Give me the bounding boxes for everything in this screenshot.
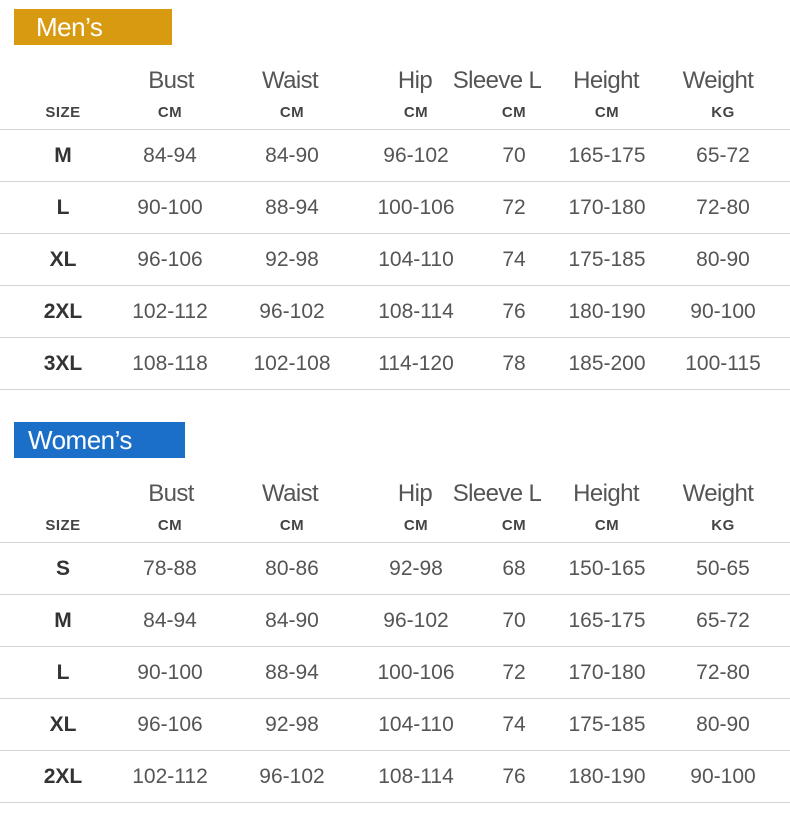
column-header-unit: CM bbox=[279, 517, 305, 534]
table-cell: 96-102 bbox=[383, 144, 449, 167]
row-divider bbox=[0, 337, 790, 338]
table-cell: 92-98 bbox=[265, 713, 319, 736]
column-header-unit: CM bbox=[157, 517, 183, 534]
table-cell: 76 bbox=[502, 300, 526, 323]
row-divider bbox=[0, 389, 790, 390]
table-cell: 180-190 bbox=[568, 765, 646, 788]
table-cell: 96-106 bbox=[137, 713, 203, 736]
mens-size-title: Men’s Size bbox=[14, 9, 172, 45]
size-label: S bbox=[55, 557, 71, 580]
size-label: L bbox=[56, 661, 70, 684]
column-header-unit: KG bbox=[711, 517, 735, 534]
table-cell: 68 bbox=[502, 557, 526, 580]
table-cell: 65-72 bbox=[696, 609, 750, 632]
column-header-name: Sleeve L bbox=[452, 67, 542, 94]
table-cell: 72 bbox=[502, 661, 526, 684]
row-divider bbox=[0, 285, 790, 286]
row-divider bbox=[0, 750, 790, 751]
table-cell: 72 bbox=[502, 196, 526, 219]
column-header-name: Bust bbox=[148, 67, 194, 94]
table-cell: 175-185 bbox=[568, 713, 646, 736]
table-cell: 74 bbox=[502, 713, 526, 736]
table-cell: 72-80 bbox=[696, 196, 750, 219]
table-cell: 74 bbox=[502, 248, 526, 271]
table-cell: 70 bbox=[502, 144, 526, 167]
column-header-name: Sleeve L bbox=[452, 480, 542, 507]
size-label: 2XL bbox=[43, 300, 83, 323]
table-cell: 102-108 bbox=[253, 352, 331, 375]
table-cell: 102-112 bbox=[132, 765, 208, 788]
column-header-unit: CM bbox=[157, 104, 183, 121]
size-label: XL bbox=[49, 248, 77, 271]
column-header-unit: CM bbox=[594, 104, 620, 121]
table-cell: 72-80 bbox=[696, 661, 750, 684]
table-cell: 96-102 bbox=[383, 609, 449, 632]
column-header-unit: CM bbox=[403, 517, 429, 534]
table-cell: 84-90 bbox=[265, 609, 319, 632]
column-header-unit: CM bbox=[594, 517, 620, 534]
table-cell: 165-175 bbox=[568, 144, 646, 167]
table-cell: 175-185 bbox=[568, 248, 646, 271]
table-cell: 96-102 bbox=[259, 765, 325, 788]
table-cell: 50-65 bbox=[696, 557, 750, 580]
row-divider bbox=[0, 802, 790, 803]
row-divider bbox=[0, 181, 790, 182]
table-cell: 80-90 bbox=[696, 713, 750, 736]
column-header-name: Hip bbox=[397, 480, 433, 507]
table-cell: 114-120 bbox=[378, 352, 454, 375]
table-cell: 88-94 bbox=[265, 661, 319, 684]
column-header-name: Bust bbox=[148, 480, 194, 507]
size-label: 2XL bbox=[43, 765, 83, 788]
table-cell: 70 bbox=[502, 609, 526, 632]
row-divider bbox=[0, 129, 790, 130]
row-divider bbox=[0, 542, 790, 543]
table-cell: 102-112 bbox=[132, 300, 208, 323]
table-cell: 90-100 bbox=[137, 661, 203, 684]
size-label: L bbox=[56, 196, 70, 219]
table-cell: 80-86 bbox=[265, 557, 319, 580]
table-cell: 84-94 bbox=[143, 609, 197, 632]
row-divider bbox=[0, 698, 790, 699]
table-cell: 92-98 bbox=[265, 248, 319, 271]
table-cell: 78 bbox=[502, 352, 526, 375]
table-cell: 100-106 bbox=[377, 196, 455, 219]
column-header-name: Hip bbox=[397, 67, 433, 94]
table-cell: 108-118 bbox=[132, 352, 208, 375]
row-divider bbox=[0, 646, 790, 647]
table-cell: 65-72 bbox=[696, 144, 750, 167]
column-header-unit: CM bbox=[501, 517, 527, 534]
column-header-unit: SIZE bbox=[45, 104, 81, 121]
size-label: M bbox=[54, 144, 72, 167]
table-cell: 170-180 bbox=[568, 661, 646, 684]
table-cell: 108-114 bbox=[378, 765, 454, 788]
table-cell: 150-165 bbox=[568, 557, 646, 580]
column-header-unit: CM bbox=[501, 104, 527, 121]
table-cell: 84-94 bbox=[143, 144, 197, 167]
table-cell: 90-100 bbox=[690, 765, 756, 788]
size-label: 3XL bbox=[43, 352, 83, 375]
table-cell: 78-88 bbox=[143, 557, 197, 580]
table-cell: 185-200 bbox=[568, 352, 646, 375]
womens-size-title: Women’s Size bbox=[14, 422, 185, 458]
size-label: XL bbox=[49, 713, 77, 736]
table-cell: 90-100 bbox=[137, 196, 203, 219]
column-header-name: Height bbox=[573, 67, 639, 94]
column-header-unit: KG bbox=[711, 104, 735, 121]
column-header-name: Weight bbox=[682, 67, 754, 94]
column-header-name: Waist bbox=[261, 480, 319, 507]
table-cell: 88-94 bbox=[265, 196, 319, 219]
table-cell: 96-102 bbox=[259, 300, 325, 323]
table-cell: 100-106 bbox=[377, 661, 455, 684]
table-cell: 90-100 bbox=[690, 300, 756, 323]
column-header-unit: CM bbox=[403, 104, 429, 121]
column-header-name: Height bbox=[573, 480, 639, 507]
column-header-name: Waist bbox=[261, 67, 319, 94]
table-cell: 92-98 bbox=[389, 557, 443, 580]
row-divider bbox=[0, 233, 790, 234]
table-cell: 108-114 bbox=[378, 300, 454, 323]
table-cell: 170-180 bbox=[568, 196, 646, 219]
table-cell: 180-190 bbox=[568, 300, 646, 323]
table-cell: 104-110 bbox=[378, 248, 454, 271]
column-header-unit: SIZE bbox=[45, 517, 81, 534]
table-cell: 100-115 bbox=[685, 352, 761, 375]
row-divider bbox=[0, 594, 790, 595]
table-cell: 165-175 bbox=[568, 609, 646, 632]
table-cell: 96-106 bbox=[137, 248, 203, 271]
size-label: M bbox=[54, 609, 72, 632]
table-cell: 84-90 bbox=[265, 144, 319, 167]
table-cell: 80-90 bbox=[696, 248, 750, 271]
table-cell: 76 bbox=[502, 765, 526, 788]
column-header-unit: CM bbox=[279, 104, 305, 121]
column-header-name: Weight bbox=[682, 480, 754, 507]
table-cell: 104-110 bbox=[378, 713, 454, 736]
